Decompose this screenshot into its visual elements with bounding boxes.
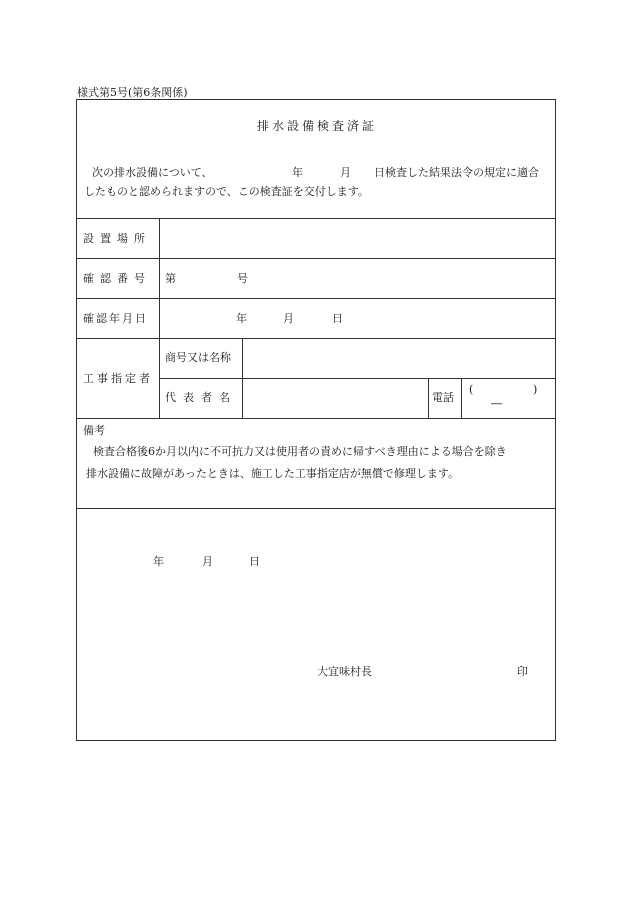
intro-month: 月 — [340, 166, 351, 179]
confirm-number-suffix: 号 — [237, 272, 248, 285]
issuer-name: 大宜味村長 — [317, 665, 372, 678]
location-label: 設置場所 — [83, 232, 151, 245]
trade-name-label: 商号又は名称 — [165, 351, 231, 364]
remarks-line2: 排水設備に故障があったときは、施工した工事指定店が無償で修理します。 — [86, 467, 460, 480]
divider-confirm-date — [77, 338, 555, 339]
phone-label-left-divider — [428, 378, 429, 418]
intro-year: 年 — [292, 166, 303, 179]
intro-prefix: 次の排水設備について、 — [92, 166, 213, 179]
footer-month: 月 — [202, 555, 213, 568]
certificate-frame — [76, 99, 556, 741]
divider-confirm-no — [77, 298, 555, 299]
phone-label-right-divider — [461, 378, 462, 418]
sublabel-column-divider — [242, 338, 243, 418]
confirm-date-day: 日 — [332, 312, 343, 325]
footer-day: 日 — [249, 555, 260, 568]
confirm-number-prefix: 第 — [165, 272, 176, 285]
seal-mark: 印 — [517, 665, 528, 678]
representative-label: 代表者名 — [165, 391, 237, 404]
confirm-date-year: 年 — [236, 312, 247, 325]
label-column-divider — [159, 218, 160, 418]
phone-label: 電話 — [432, 391, 454, 404]
confirm-date-month: 月 — [283, 312, 294, 325]
remarks-line1: 検査合格後6か月以内に不可抗力又は使用者の責めに帰すべき理由による場合を除き — [93, 445, 507, 458]
divider-trade-name — [159, 378, 555, 379]
intro-line2: したものと認められますので、この検査証を交付します。 — [84, 185, 369, 198]
confirm-date-label: 確認年月日 — [83, 312, 148, 325]
phone-close-paren: ) — [533, 383, 538, 396]
intro-suffix: 日検査した結果法令の規定に適合 — [374, 166, 539, 179]
certificate-title: 排水設備検査済証 — [257, 119, 378, 133]
confirm-number-label: 確認番号 — [83, 272, 151, 285]
divider-intro — [77, 218, 555, 219]
phone-dash: ― — [491, 397, 502, 410]
contractor-label: 工事指定者 — [83, 372, 153, 385]
form-id: 様式第5号(第6条関係) — [77, 86, 188, 99]
phone-open-paren: ( — [469, 383, 474, 396]
divider-remarks — [77, 508, 555, 509]
remarks-label: 備考 — [83, 424, 105, 437]
divider-location — [77, 258, 555, 259]
footer-year: 年 — [153, 555, 164, 568]
divider-contractor — [77, 418, 555, 419]
